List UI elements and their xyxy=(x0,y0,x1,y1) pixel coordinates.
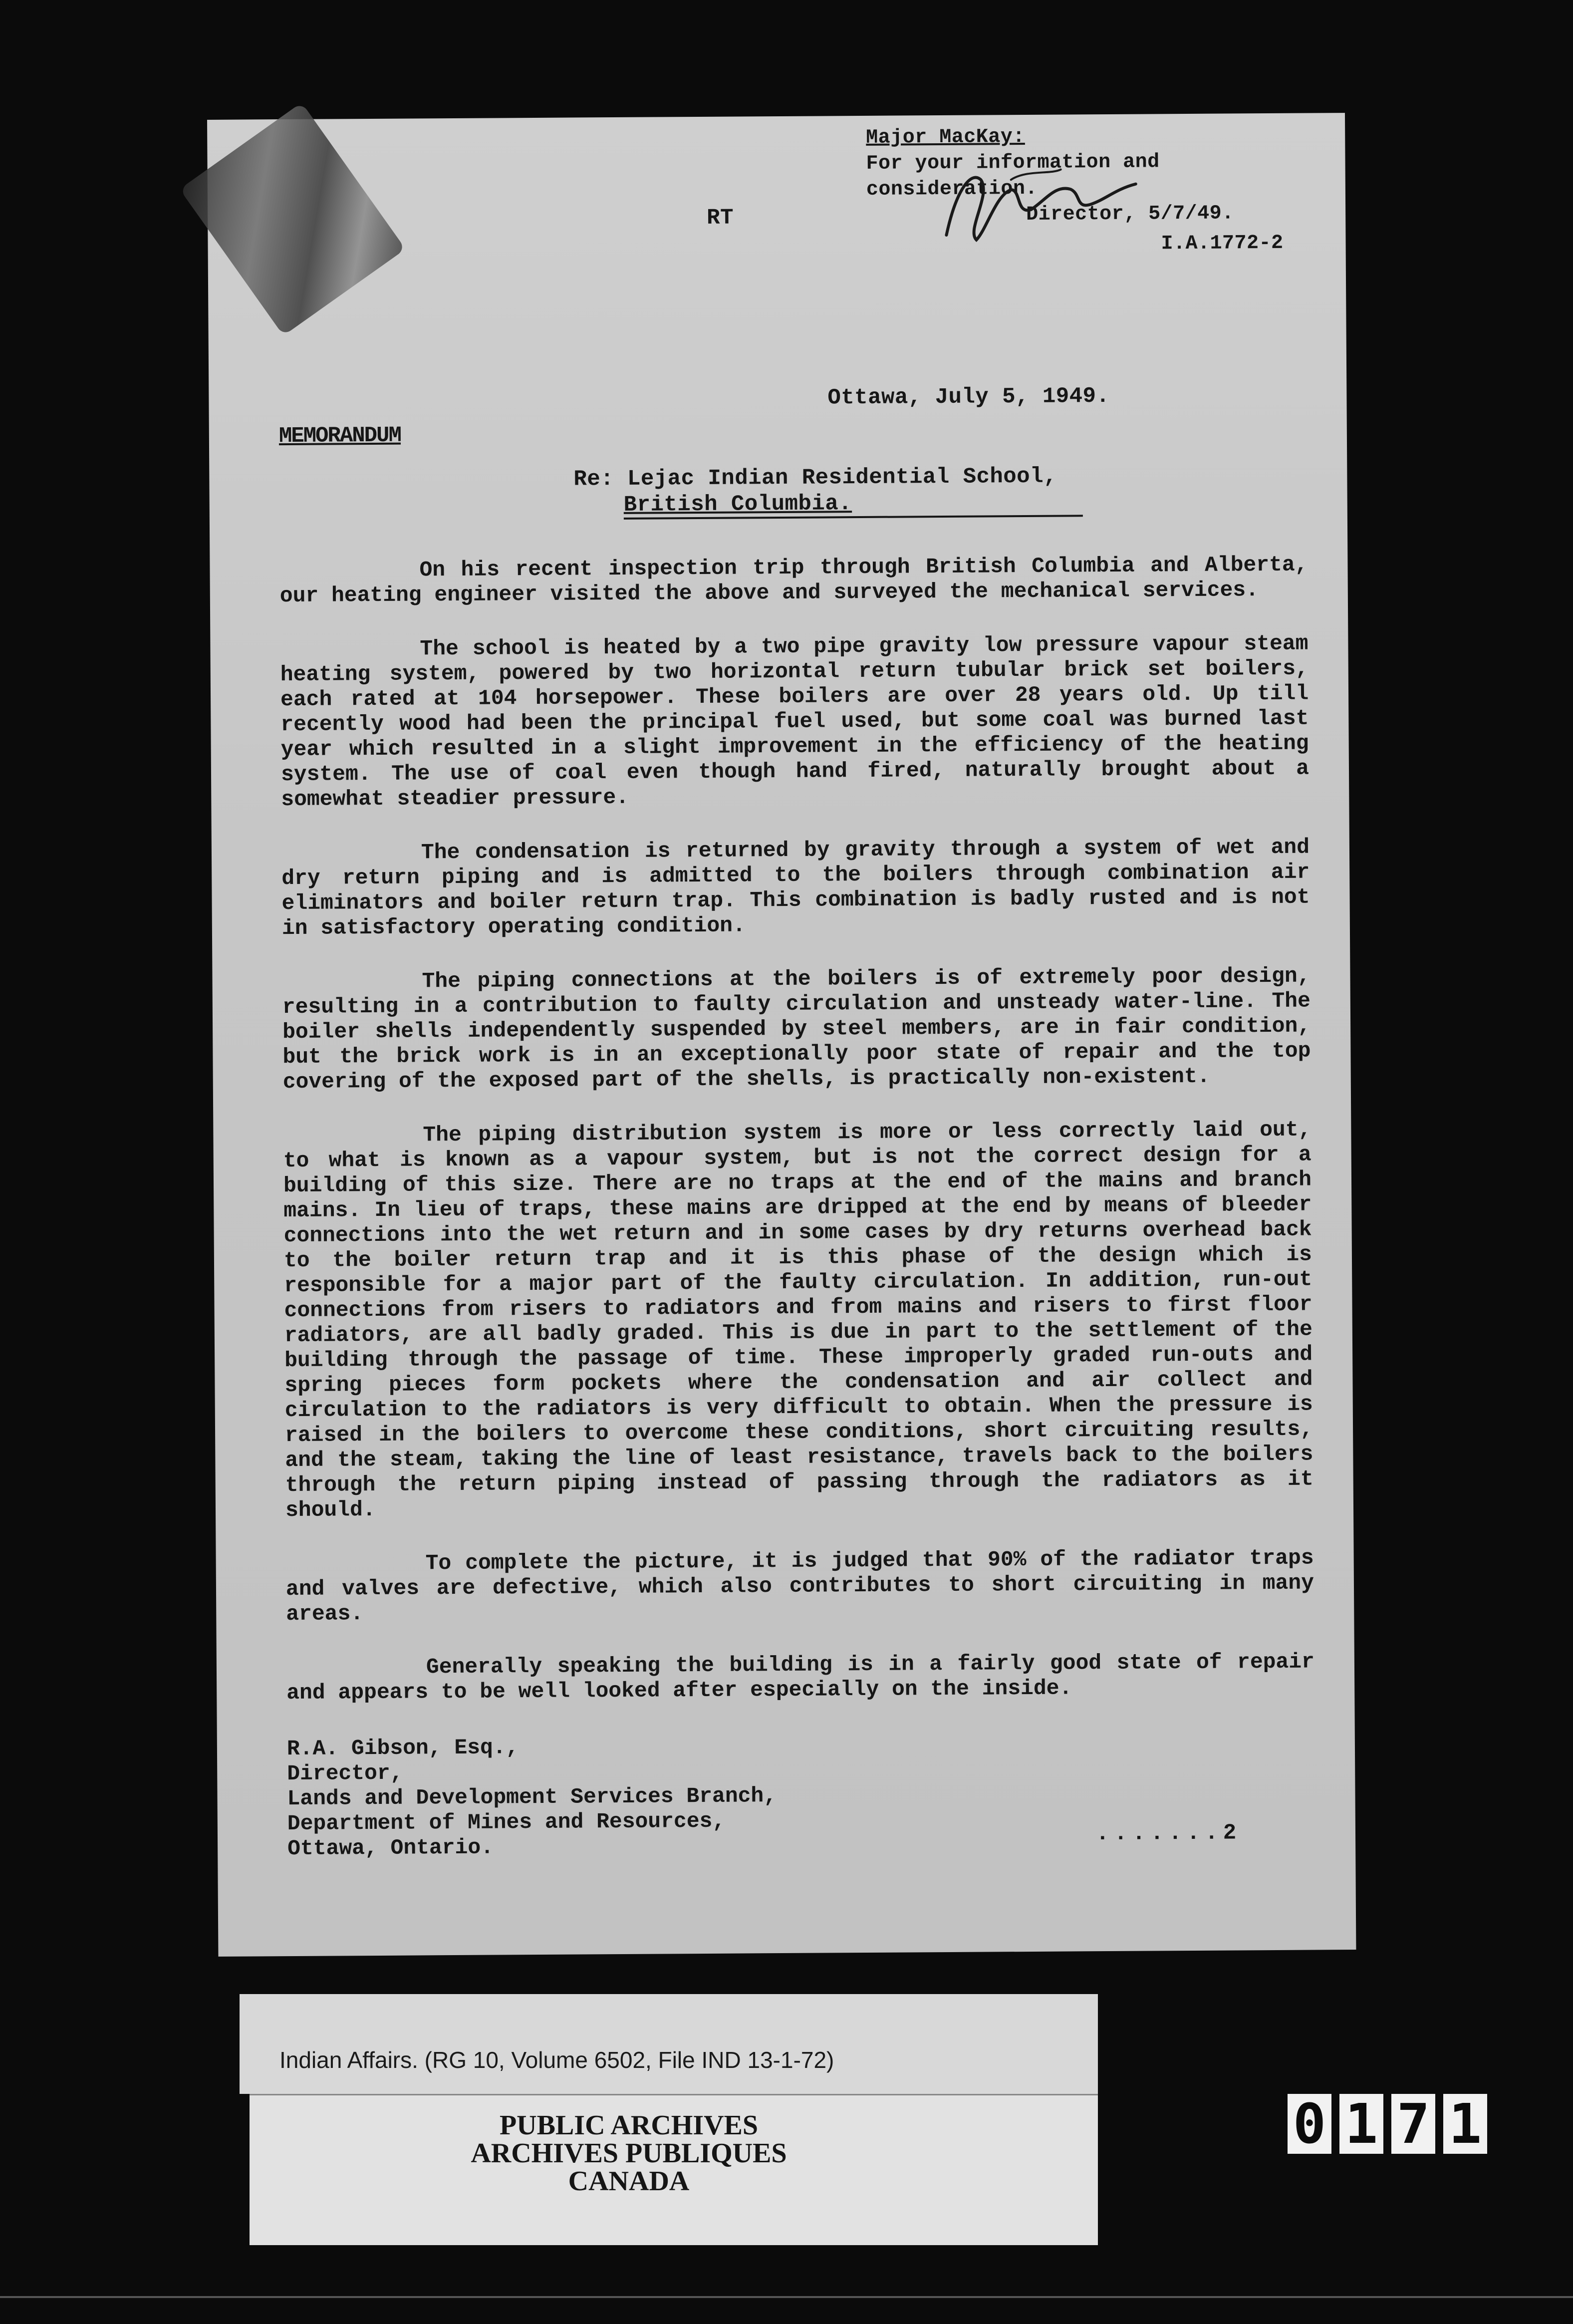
addressee-line-3: Lands and Development Services Branch, xyxy=(287,1783,777,1811)
annotation-line-3: consideration. xyxy=(866,177,1038,201)
archive-stamp-line-3: CANADA xyxy=(568,2166,690,2197)
page-continuation: .......2 xyxy=(1095,1820,1242,1847)
subject-line-1: Re: Lejac Indian Residential School, xyxy=(573,464,1057,492)
subject-line-2: British Columbia. xyxy=(623,491,852,518)
memo-date: Ottawa, July 5, 1949. xyxy=(827,383,1110,411)
annotation-addressee: Major MacKay: xyxy=(866,125,1025,149)
frame-digit: 1 xyxy=(1339,2094,1383,2154)
frame-digit: 1 xyxy=(1443,2094,1487,2154)
paragraph-condensation: The condensation is returned by gravity through a system of wet and dry return piping and is admitted to the boilers through combination air eliminators and boiler return trap. This combination is badly rusted and is not in satisfactory operating condition. xyxy=(281,835,1310,941)
typist-initials: RT xyxy=(707,205,734,231)
archive-stamp xyxy=(429,2111,828,2195)
addressee-block xyxy=(287,1734,777,1861)
archive-caption: Indian Affairs. (RG 10, Volume 6502, File IND 13-1-72) xyxy=(279,2047,834,2073)
addressee-line-4: Department of Mines and Resources, xyxy=(287,1808,726,1836)
memo-label: MEMORANDUM xyxy=(278,423,401,449)
handwritten-signature xyxy=(936,159,1146,251)
archive-stamp-line-1: PUBLIC ARCHIVES xyxy=(499,2110,759,2141)
annotation-line-4: Director, 5/7/49. xyxy=(1026,202,1234,226)
addressee-line-2: Director, xyxy=(287,1760,403,1786)
frame-digit: 7 xyxy=(1391,2094,1435,2154)
archive-stamp-line-2: ARCHIVES PUBLIQUES xyxy=(471,2138,787,2169)
paragraph-inspection: On his recent inspection trip through British Columbia and Alberta, our heating engineer visited the above and surveyed the mechanical services. xyxy=(279,552,1308,608)
adhesive-tape-mark xyxy=(180,102,406,335)
frame-digit: 0 xyxy=(1288,2094,1331,2154)
annotation-line-2: For your information and xyxy=(866,151,1160,175)
addressee-line-1: R.A. Gibson, Esq., xyxy=(286,1735,519,1761)
archive-label-strip xyxy=(240,1994,1098,2094)
document-page xyxy=(207,113,1356,1957)
paragraph-heating-system: The school is heated by a two pipe gravity low pressure vapour steam heating system, powered by two horizontal return tubular brick set boilers, each rated at 104 horsepower. These boilers are over 28 years old. Up till recently wood had been the principal fuel used, but some coal was burned last year which resulted in a slight improvement in the efficiency of the heating system. The use of coal even though hand fired, naturally brought about a somewhat steadier pressure. xyxy=(280,631,1310,812)
addressee-line-5: Ottawa, Ontario. xyxy=(287,1835,494,1861)
paragraph-piping-connections: The piping connections at the boilers is of extremely poor design, resulting in a contribution to faulty circulation and unsteady water-line. The boiler shells independently suspended by steel members, are in fair condition, but the brick work is in an exceptionally poor state of repair and the top covering of the exposed part of the shells, is practically non-existent. xyxy=(282,963,1311,1095)
memo-body xyxy=(279,553,1314,1735)
paragraph-building-condition: Generally speaking the building is in a fairly good state of repair and appears to be well looked after especially on the inside. xyxy=(286,1649,1315,1706)
film-edge-line xyxy=(0,2296,1573,2298)
file-reference: I.A.1772-2 xyxy=(1161,232,1284,256)
paragraph-radiator-traps: To complete the picture, it is judged that 90% of the radiator traps and valves are defective, which also contributes to short circuiting in many areas. xyxy=(285,1545,1314,1627)
frame-number xyxy=(1288,2091,1497,2156)
paragraph-distribution-system: The piping distribution system is more or less correctly laid out, to what is known as a vapour system, but is not the correct design for a building of this size. There are no traps at the end of the mains and branch mains. In lieu of traps, these mains are dripped at the end by means of bleeder connections into the wet return and in some cases by dry returns overhead back to the boiler return trap and it is this phase of the design which is responsible for a major part of the faulty circulation. In addition, run-out connections from risers to radiators and from mains and risers to first floor radiators, are all badly graded. This is due in part to the settlement of the building through the passage of time. These improperly graded run-outs and spring pieces form pockets where the condensation and air collect and circulation to the radiators is very difficult to obtain. When the pressure is raised in the boilers to overcome these conditions, short circuiting results, and the steam, taking the line of least resistance, travels back to the boilers through the return piping instead of passing through the radiators as it should. xyxy=(283,1117,1313,1523)
